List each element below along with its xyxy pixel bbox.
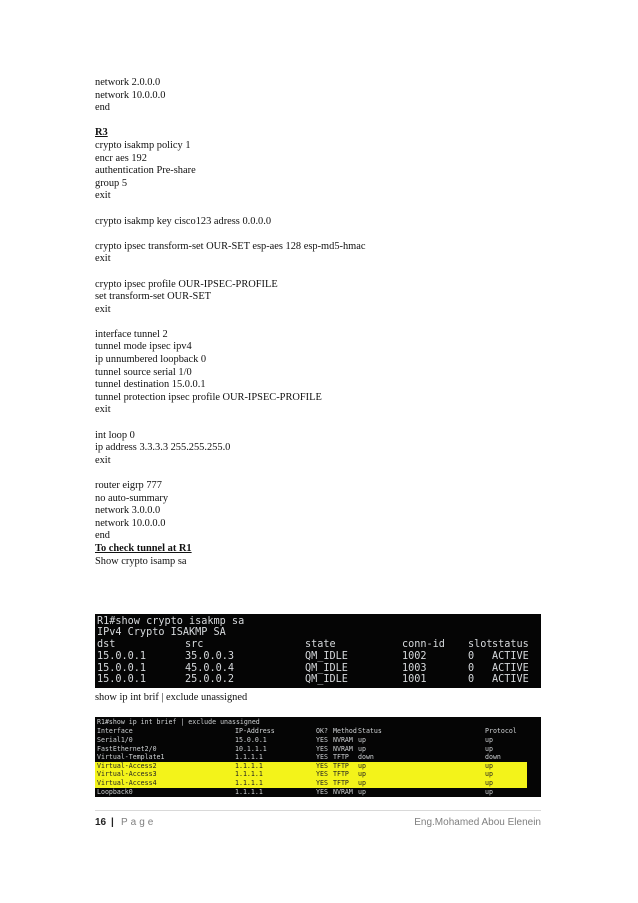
terminal-header-cell: OK? [316, 727, 328, 735]
terminal-cell: up [358, 744, 366, 753]
page-separator: | [111, 817, 114, 828]
terminal-cell: up [485, 736, 493, 744]
check-tunnel-heading: To check tunnel at R1 [95, 542, 192, 554]
terminal-header-cell: Status [358, 727, 382, 735]
terminal-cell: TFTP [333, 761, 349, 770]
text-line: encr aes 192 [95, 152, 147, 164]
text-line: ip unnumbered loopback 0 [95, 354, 207, 366]
terminal-cell: Virtual-Access3 [97, 770, 157, 779]
terminal-row [95, 663, 541, 675]
terminal-cell: TFTP [333, 753, 349, 762]
r3-config-lines [95, 140, 565, 543]
text-line: interface tunnel 2 [95, 328, 168, 340]
page-label: Page [121, 817, 157, 828]
terminal-prompt: R1#show crypto isakmp sa [97, 616, 245, 627]
terminal-cell: 25.0.0.2 [185, 674, 235, 685]
terminal-header-cell: slot [468, 639, 493, 650]
terminal-cell: up [485, 744, 493, 753]
text-line: int loop 0 [95, 429, 135, 441]
terminal-cell: down [485, 753, 501, 762]
footer-divider [95, 810, 541, 811]
terminal-cell: down [358, 753, 374, 762]
terminal-cell: up [358, 736, 366, 744]
terminal-header-cell: Interface [97, 727, 133, 735]
terminal-cell: YES [316, 787, 328, 796]
ip-brief-terminal [95, 717, 541, 797]
terminal-cell: 45.0.0.4 [185, 662, 235, 674]
page-number: 16 [95, 817, 107, 828]
text-line: exit [95, 303, 111, 315]
terminal-cell: 1.1.1.1 [235, 779, 263, 787]
text-line: tunnel source serial 1/0 [95, 366, 192, 378]
terminal-header-cell: IP-Address [235, 727, 275, 735]
terminal-cell: YES [316, 736, 328, 744]
blank-line [95, 115, 565, 128]
terminal-cell: 1003 [402, 662, 427, 674]
terminal-cell: 1001 [402, 674, 427, 685]
terminal-cell: 35.0.0.3 [185, 651, 235, 662]
blank-line [95, 316, 565, 329]
terminal-cell: QM_IDLE [305, 651, 348, 662]
terminal-cell: 15.0.0.1 [97, 674, 147, 685]
terminal-row [95, 674, 541, 686]
terminal-cell: up [485, 770, 493, 779]
text-line: tunnel protection ipsec profile OUR-IPSEC-PROFILE [95, 391, 322, 403]
terminal-cell: up [485, 787, 493, 796]
terminal-cell: ACTIVE [492, 662, 529, 674]
text-line: authentication Pre-share [95, 165, 196, 177]
terminal-header-cell: dst [97, 639, 116, 650]
terminal-cell: YES [316, 761, 328, 770]
r3-heading: R3 [95, 127, 108, 139]
text-line: end [95, 102, 111, 114]
terminal-cell: up [358, 779, 366, 787]
terminal-cell: YES [316, 779, 328, 787]
terminal-cell: 1.1.1.1 [235, 770, 263, 779]
text-line: exit [95, 454, 111, 466]
terminal-header-cell: state [305, 639, 336, 650]
terminal-cell: Loopback0 [97, 787, 133, 796]
terminal-cell: Serial1/0 [97, 736, 133, 744]
text-line: network 2.0.0.0 [95, 77, 161, 88]
terminal-cell: QM_IDLE [305, 662, 348, 674]
blank-line [95, 228, 565, 241]
terminal-cell: YES [316, 770, 328, 779]
text-line: crypto isakmp policy 1 [95, 139, 191, 151]
terminal-row [95, 788, 541, 797]
terminal-cell: 15.0.0.1 [97, 651, 147, 662]
blank-line [95, 203, 565, 216]
text-line: end [95, 530, 111, 542]
terminal-cell: up [485, 761, 493, 770]
text-line: exit [95, 404, 111, 416]
terminal-cell: 1.1.1.1 [235, 753, 263, 762]
terminal-cell: TFTP [333, 779, 349, 787]
terminal-cell: YES [316, 744, 328, 753]
terminal-header-cell: Protocol [485, 727, 517, 735]
terminal-cell: 1.1.1.1 [235, 787, 263, 796]
terminal-header-row [95, 727, 541, 736]
terminal-cell: 1.1.1.1 [235, 761, 263, 770]
brief-command: show ip int brif | exclude unassigned [95, 692, 248, 703]
text-line: network 10.0.0.0 [95, 89, 166, 101]
text-line: no auto-summary [95, 492, 169, 504]
terminal-cell: ACTIVE [492, 651, 529, 662]
terminal-subtitle: IPv4 Crypto ISAKMP SA [97, 627, 226, 638]
terminal-header-cell: Method [333, 727, 357, 735]
text-line: router eigrp 777 [95, 480, 162, 491]
brief-command-block [95, 692, 565, 705]
terminal-header-cell: conn-id [402, 639, 445, 650]
terminal-cell: 1002 [402, 651, 427, 662]
terminal-header-cell: status [492, 639, 529, 650]
terminal-cell: Virtual-Template1 [97, 753, 165, 762]
terminal-cell: 0 [468, 674, 475, 685]
text-line: network 10.0.0.0 [95, 517, 166, 529]
terminal-cell: FastEthernet2/0 [97, 744, 157, 753]
terminal-cell: Virtual-Access2 [97, 761, 157, 770]
text-line: crypto isakmp key cisco123 adress 0.0.0.0 [95, 215, 272, 227]
terminal-cell: YES [316, 753, 328, 762]
text-line: set transform-set OUR-SET [95, 291, 212, 303]
blank-line [95, 417, 565, 430]
terminal-cell: up [358, 761, 366, 770]
text-line: group 5 [95, 177, 128, 189]
text-line: exit [95, 253, 111, 265]
text-line: crypto ipsec profile OUR-IPSEC-PROFILE [95, 278, 278, 290]
terminal-cell: NVRAM [333, 787, 353, 796]
text-line: tunnel destination 15.0.0.1 [95, 379, 206, 391]
terminal-cell: QM_IDLE [305, 674, 348, 685]
check-command: Show crypto isamp sa [95, 555, 187, 567]
terminal-header-row [95, 639, 541, 651]
terminal-cell: 15.0.0.1 [235, 736, 267, 744]
terminal-header-cell: src [185, 639, 204, 650]
author-name: Eng.Mohamed Abou Elenein [414, 817, 541, 828]
terminal-row [95, 651, 541, 663]
document-body [95, 77, 565, 568]
terminal-cell: TFTP [333, 770, 349, 779]
text-line: tunnel mode ipsec ipv4 [95, 341, 192, 353]
terminal-cell: ACTIVE [492, 674, 529, 685]
terminal-cell: 10.1.1.1 [235, 744, 267, 753]
terminal-cell: 0 [468, 651, 475, 662]
text-line: network 3.0.0.0 [95, 505, 161, 517]
blank-line [95, 467, 565, 480]
terminal-cell: up [358, 787, 366, 796]
terminal-cell: 0 [468, 662, 475, 674]
text-line: ip address 3.3.3.3 255.255.255.0 [95, 442, 231, 454]
terminal-cell: up [358, 770, 366, 779]
terminal-cell: NVRAM [333, 736, 353, 744]
blank-line [95, 266, 565, 279]
terminal-cell: up [485, 779, 493, 787]
terminal-cell: 15.0.0.1 [97, 662, 147, 674]
page-footer [95, 817, 541, 833]
terminal-cell: Virtual-Access4 [97, 779, 157, 787]
text-line: exit [95, 190, 111, 202]
terminal-prompt: R1#show ip int brief | exclude unassigned [97, 718, 260, 726]
terminal-cell: NVRAM [333, 744, 353, 753]
text-line: crypto ipsec transform-set OUR-SET esp-aes 128 esp-md5-hmac [95, 240, 366, 252]
isakmp-sa-terminal [95, 614, 541, 688]
